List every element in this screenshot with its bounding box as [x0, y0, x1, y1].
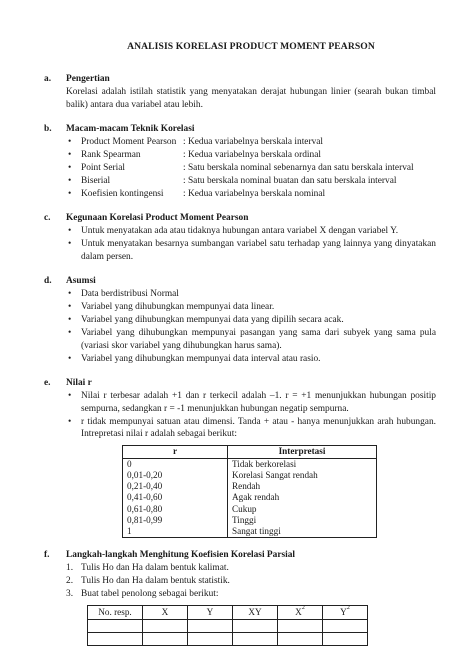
- y-squared-base: Y: [340, 607, 347, 618]
- step-text: Tulis Ho dan Ha dalam bentuk kalimat.: [81, 563, 229, 574]
- technique-name: Rank Spearman: [81, 150, 141, 161]
- interpretation-cell: Tidak berkorelasi: [228, 458, 377, 470]
- table-cell: [88, 619, 143, 632]
- bullet-icon: •: [68, 314, 72, 325]
- section-kegunaan: [44, 212, 436, 264]
- technique-item: [66, 188, 436, 201]
- section-heading: Langkah-langkah Menghitung Koefisien Korelasi Parsial: [66, 550, 296, 561]
- section-heading: Pengertian: [66, 74, 110, 85]
- table-row: [123, 481, 377, 492]
- steps-list: [66, 562, 436, 601]
- section-langkah: [44, 549, 436, 646]
- interpretation-cell: Cukup: [228, 504, 377, 515]
- section-letter: b.: [44, 124, 52, 135]
- nilai-r-list: [66, 390, 436, 442]
- technique-name: Product Moment Pearson: [81, 137, 177, 148]
- interpretation-cell: Korelasi Sangat rendah: [228, 470, 377, 481]
- table-cell: [143, 619, 188, 632]
- step-text: Tulis Ho dan Ha dalam bentuk statistik.: [81, 576, 230, 587]
- definition-text: Korelasi adalah istilah statistik yang menyatakan derajat hubungan linier (searah bukan timbal balik) antara dua variabel atau lebih.: [66, 87, 436, 111]
- list-item: [66, 225, 436, 238]
- r-range-cell: 0,21-0,40: [123, 481, 228, 492]
- bullet-icon: •: [68, 150, 72, 161]
- bullet-icon: •: [68, 327, 72, 338]
- section-letter: f.: [44, 550, 50, 561]
- column-header-r: r: [123, 446, 228, 458]
- table-cell: [233, 632, 278, 645]
- bullet-icon: •: [68, 301, 72, 312]
- table-row: [123, 515, 377, 526]
- table-row: [123, 526, 377, 538]
- column-header-x: X: [143, 606, 188, 620]
- list-item-text: Nilai r terbesar adalah +1 dan r terkecil adalah –1. r = +1 menunjukkan hubungan positip sempurna, sedangkan r = -1 menunjukkan hubungan negatip sempurna.: [81, 390, 436, 414]
- bullet-icon: •: [68, 137, 72, 148]
- technique-description: : Satu berskala nominal buatan dan satu berskala interval: [183, 176, 397, 187]
- bullet-icon: •: [68, 188, 72, 199]
- list-item-text: Untuk menyatakan besarnya sumbangan variabel satu terhadap yang lainnya yang dinyatakan dalam persen.: [81, 238, 436, 262]
- list-item-text: r tidak mempunyai satuan atau dimensi. Tanda + atau - hanya menunjukkan arah hubungan. Intrepretasi nilai r adalah sebagai berikut:: [81, 416, 436, 440]
- table-cell: [188, 632, 233, 645]
- list-item-text: Variabel yang dihubungkan mempunyai pasangan yang sama dari subyek yang sama pula (variasi skor variabel yang dihubungkan harus sama).: [81, 327, 436, 351]
- list-item: [66, 353, 436, 366]
- table-cell: [233, 619, 278, 632]
- section-asumsi: [44, 275, 436, 366]
- r-range-cell: 0,81-0,99: [123, 515, 228, 526]
- section-heading: Macam-macam Teknik Korelasi: [66, 124, 195, 135]
- r-range-cell: 0,41-0,60: [123, 492, 228, 503]
- interpretation-cell: Agak rendah: [228, 492, 377, 503]
- table-row: [123, 492, 377, 503]
- section-heading: Asumsi: [66, 275, 96, 286]
- column-header-x-squared: [278, 606, 323, 620]
- section-letter: a.: [44, 74, 52, 85]
- interpretation-cell: Tinggi: [228, 515, 377, 526]
- table-cell: [278, 632, 323, 645]
- technique-description: : Kedua variabelnya berskala nominal: [183, 188, 326, 199]
- column-header-y: Y: [188, 606, 233, 620]
- technique-name: Koefisien kontingensi: [81, 188, 164, 199]
- technique-item: [66, 162, 436, 175]
- interpretation-table: [122, 445, 377, 538]
- column-header-xy: XY: [233, 606, 278, 620]
- technique-item: [66, 136, 436, 149]
- r-range-cell: 0,01-0,20: [123, 470, 228, 481]
- table-row: [123, 458, 377, 470]
- list-item: [66, 314, 436, 327]
- table-row: [123, 504, 377, 515]
- table-header-row: [88, 606, 368, 620]
- step-item: [66, 562, 436, 575]
- section-macam-korelasi: [44, 123, 436, 201]
- section-letter: d.: [44, 275, 52, 286]
- technique-name: Point Serial: [81, 163, 126, 174]
- list-item-text: Untuk menyatakan ada atau tidaknya hubungan antara variabel X dengan variabel Y.: [81, 225, 399, 236]
- r-range-cell: 1: [123, 526, 228, 538]
- technique-description: : Kedua variabelnya berskala interval: [183, 137, 324, 148]
- step-item: [66, 588, 436, 601]
- technique-name: Biserial: [81, 176, 111, 187]
- step-text: Buat tabel penolong sebagai berikut:: [81, 589, 219, 600]
- helper-table: [87, 605, 368, 646]
- section-letter: e.: [44, 377, 51, 388]
- column-header-y-squared: [323, 606, 368, 620]
- bullet-icon: •: [68, 353, 72, 364]
- column-header-no-resp: No. resp.: [88, 606, 143, 620]
- step-number: 2.: [66, 576, 74, 587]
- table-cell: [88, 632, 143, 645]
- bullet-icon: •: [68, 238, 72, 249]
- list-item-text: Variabel yang dihubungkan mempunyai data interval atau rasio.: [81, 353, 321, 364]
- technique-item: [66, 175, 436, 188]
- interpretation-cell: Rendah: [228, 481, 377, 492]
- superscript-2: 2: [301, 605, 305, 612]
- technique-item: [66, 149, 436, 162]
- technique-description: : Satu berskala nominal sebenarnya dan satu berskala interval: [183, 163, 414, 174]
- superscript-2: 2: [346, 605, 350, 612]
- table-cell: [278, 619, 323, 632]
- column-header-interpretasi: Interpretasi: [228, 446, 377, 458]
- list-item: [66, 288, 436, 301]
- table-row: [123, 470, 377, 481]
- technique-list: [66, 136, 436, 201]
- section-nilai-r: [44, 377, 436, 539]
- table-cell: [188, 619, 233, 632]
- step-item: [66, 575, 436, 588]
- asumsi-list: [66, 288, 436, 366]
- bullet-icon: •: [68, 416, 72, 427]
- bullet-icon: •: [68, 390, 72, 401]
- kegunaan-list: [66, 225, 436, 264]
- bullet-icon: •: [68, 225, 72, 236]
- list-item-text: Variabel yang dihubungkan mempunyai data yang dipilih secara acak.: [81, 314, 344, 325]
- list-item: [66, 327, 436, 353]
- section-pengertian: [44, 73, 436, 112]
- bullet-icon: •: [68, 163, 72, 174]
- list-item: [66, 416, 436, 442]
- section-heading: Nilai r: [66, 377, 92, 388]
- r-range-cell: 0: [123, 458, 228, 470]
- table-row: [88, 619, 368, 632]
- section-heading: Kegunaan Korelasi Product Moment Pearson: [66, 212, 249, 223]
- technique-description: : Kedua variabelnya berskala ordinal: [183, 150, 321, 161]
- section-letter: c.: [44, 212, 51, 223]
- list-item: [66, 238, 436, 264]
- interpretation-cell: Sangat tinggi: [228, 526, 377, 538]
- list-item: [66, 301, 436, 314]
- table-row: [88, 632, 368, 645]
- r-range-cell: 0,61-0,80: [123, 504, 228, 515]
- x-squared-base: X: [295, 607, 302, 618]
- table-cell: [323, 632, 368, 645]
- list-item-text: Variabel yang dihubungkan mempunyai data linear.: [81, 301, 275, 312]
- step-number: 3.: [66, 589, 74, 600]
- step-number: 1.: [66, 563, 74, 574]
- document-title: ANALISIS KORELASI PRODUCT MOMENT PEARSON: [127, 41, 375, 52]
- bullet-icon: •: [68, 288, 72, 299]
- bullet-icon: •: [68, 176, 72, 187]
- table-cell: [323, 619, 368, 632]
- list-item: [66, 390, 436, 416]
- list-item-text: Data berdistribusi Normal: [81, 288, 179, 299]
- table-cell: [143, 632, 188, 645]
- table-header-row: [123, 446, 377, 458]
